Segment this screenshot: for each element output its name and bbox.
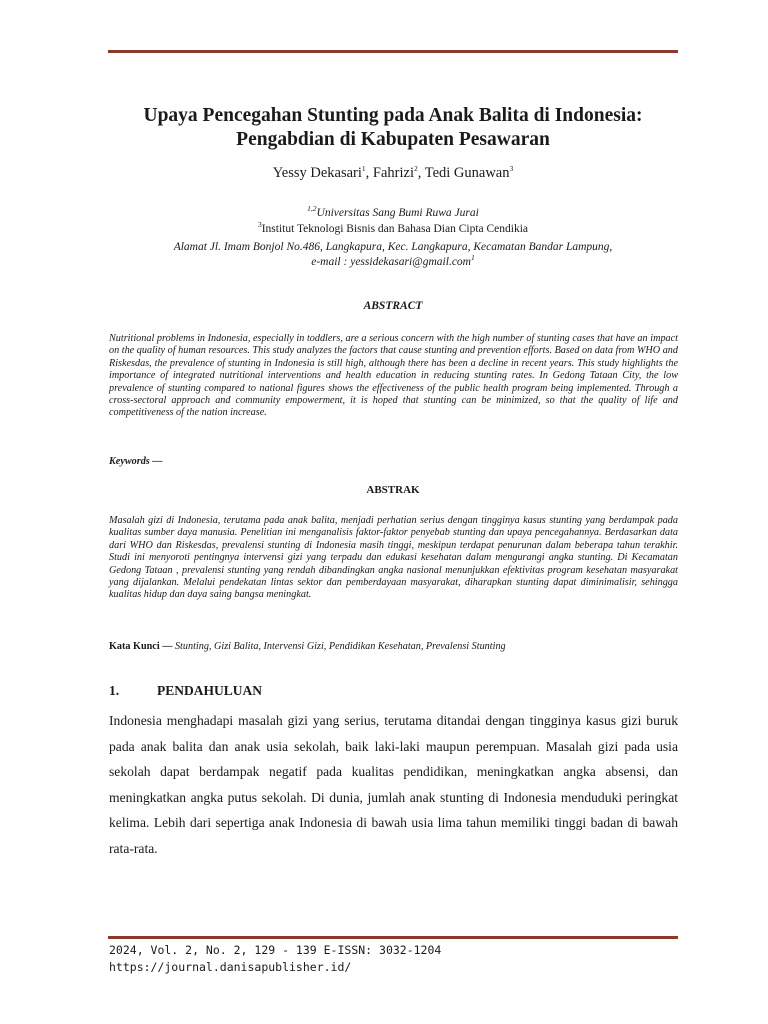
- header-rule: [108, 50, 678, 53]
- section-number: 1.: [109, 683, 120, 698]
- author-1-sup: 1: [361, 164, 366, 174]
- footer-citation: 2024, Vol. 2, No. 2, 129 - 139 E-ISSN: 3032-1204: [109, 943, 442, 957]
- affiliation-1: [100, 206, 686, 221]
- address-line: Alamat Jl. Imam Bonjol No.486, Langkapura, Kec. Langkapura, Kecamatan Bandar Lampung,: [173, 241, 613, 253]
- keywords-label: Keywords —: [109, 456, 163, 467]
- kata-kunci-line: [109, 641, 506, 652]
- footer-url[interactable]: https://journal.danisapublisher.id/: [109, 960, 352, 974]
- kata-kunci-values: Stunting, Gizi Balita, Intervensi Gizi, Pendidikan Kesehatan, Prevalensi Stunting: [174, 641, 506, 652]
- affiliation-2: [100, 222, 686, 237]
- footer-rule: [108, 936, 678, 939]
- author-list: [100, 165, 686, 182]
- abstrak-heading: ABSTRAK: [366, 484, 420, 496]
- kata-kunci-label: Kata Kunci —: [109, 641, 173, 652]
- section-heading: [109, 683, 262, 699]
- paper-title-line-1: Upaya Pencegahan Stunting pada Anak Balita di Indonesia:: [143, 105, 643, 126]
- email-text: e-mail : yessidekasari@gmail.com: [311, 256, 471, 268]
- email-sup: 1: [470, 253, 475, 263]
- author-2-sup: 2: [413, 164, 418, 174]
- author-3-name: , Tedi Gunawan: [417, 165, 510, 181]
- paper-title: [100, 104, 686, 152]
- paper-title-line-2: Pengabdian di Kabupaten Pesawaran: [236, 129, 550, 150]
- affiliation-2-text: Institut Teknologi Bisnis dan Bahasa Dian Cipta Cendikia: [261, 223, 529, 235]
- section-title: PENDAHULUAN: [157, 683, 263, 698]
- intro-paragraph: Indonesia menghadapi masalah gizi yang serius, terutama ditandai dengan tingginya kasus gizi buruk pada anak balita dan anak usia sekolah, baik laki-laki maupun perempuan. Masalah gizi pada usia sekolah dapat berdampak negatif pada kualitas pendidikan, meningkatkan angka absensi, dan meningkatkan angka putus sekolah. Di dunia, jumlah anak stunting di Indonesia menduduki peringkat kelima. Lebih dari sepertiga anak Indonesia di bawah usia lima tahun memiliki tinggi badan di bawah rata-rata.: [109, 713, 678, 856]
- abstrak-text: Masalah gizi di Indonesia, terutama pada anak balita, menjadi perhatian serius dengan tingginya kasus stunting yang berdampak pada kualitas sumber daya manusia. Penelitian ini menganalisis faktor-faktor penyebab stunting dan upaya pencegahannya. Berdasarkan data dari WHO dan Riskesdas, prevalensi stunting di Indonesia masih tinggi, meskipun terdapat penurunan dalam beberapa tahun terakhir. Studi ini menyoroti pentingnya intervensi gizi yang terpadu dan edukasi kesehatan dalam mengurangi angka stunting. Di Kecamatan Gedong Tataan , prevalensi stunting yang rendah dibandingkan angka nasional menunjukkan efektivitas program kesehatan masyarakat yang dijalankan. Melalui pendekatan lintas sektor dan pemberdayaan masyarakat, diharapkan stunting dapat diminimalisir, sehingga kualitas hidup dan daya saing bangsa meningkat.: [109, 515, 678, 601]
- author-2-name: , Fahrizi: [365, 165, 414, 181]
- affiliation-1-text: Universitas Sang Bumi Ruwa Jurai: [316, 207, 479, 219]
- affiliation-2-sup: 3: [257, 220, 262, 230]
- affiliation-1-sup: 1,2: [307, 204, 317, 214]
- email-line: [100, 255, 686, 270]
- abstract-heading: ABSTRACT: [363, 300, 423, 312]
- abstract-text: Nutritional problems in Indonesia, especially in toddlers, are a serious concern with the high number of stunting cases that have an impact on the quality of human resources. This study analyzes the factors that cause stunting and prevention efforts. Based on data from WHO and Riskesdas, the prevalence of stunting in Indonesia is still high, although there has been a decline in recent years. This study highlights the importance of integrated nutritional interventions and health education in reducing stunting rates. In Gedong Tataan City, the low prevalence of stunting compared to national figures shows the effectiveness of the public health program being implemented. Through a cross-sectoral approach and community empowerment, it is hoped that stunting can be minimized, so that the quality of life and competitiveness of the nation increase.: [109, 333, 678, 419]
- author-1-name: Yessy Dekasari: [272, 165, 362, 181]
- author-3-sup: 3: [509, 164, 514, 174]
